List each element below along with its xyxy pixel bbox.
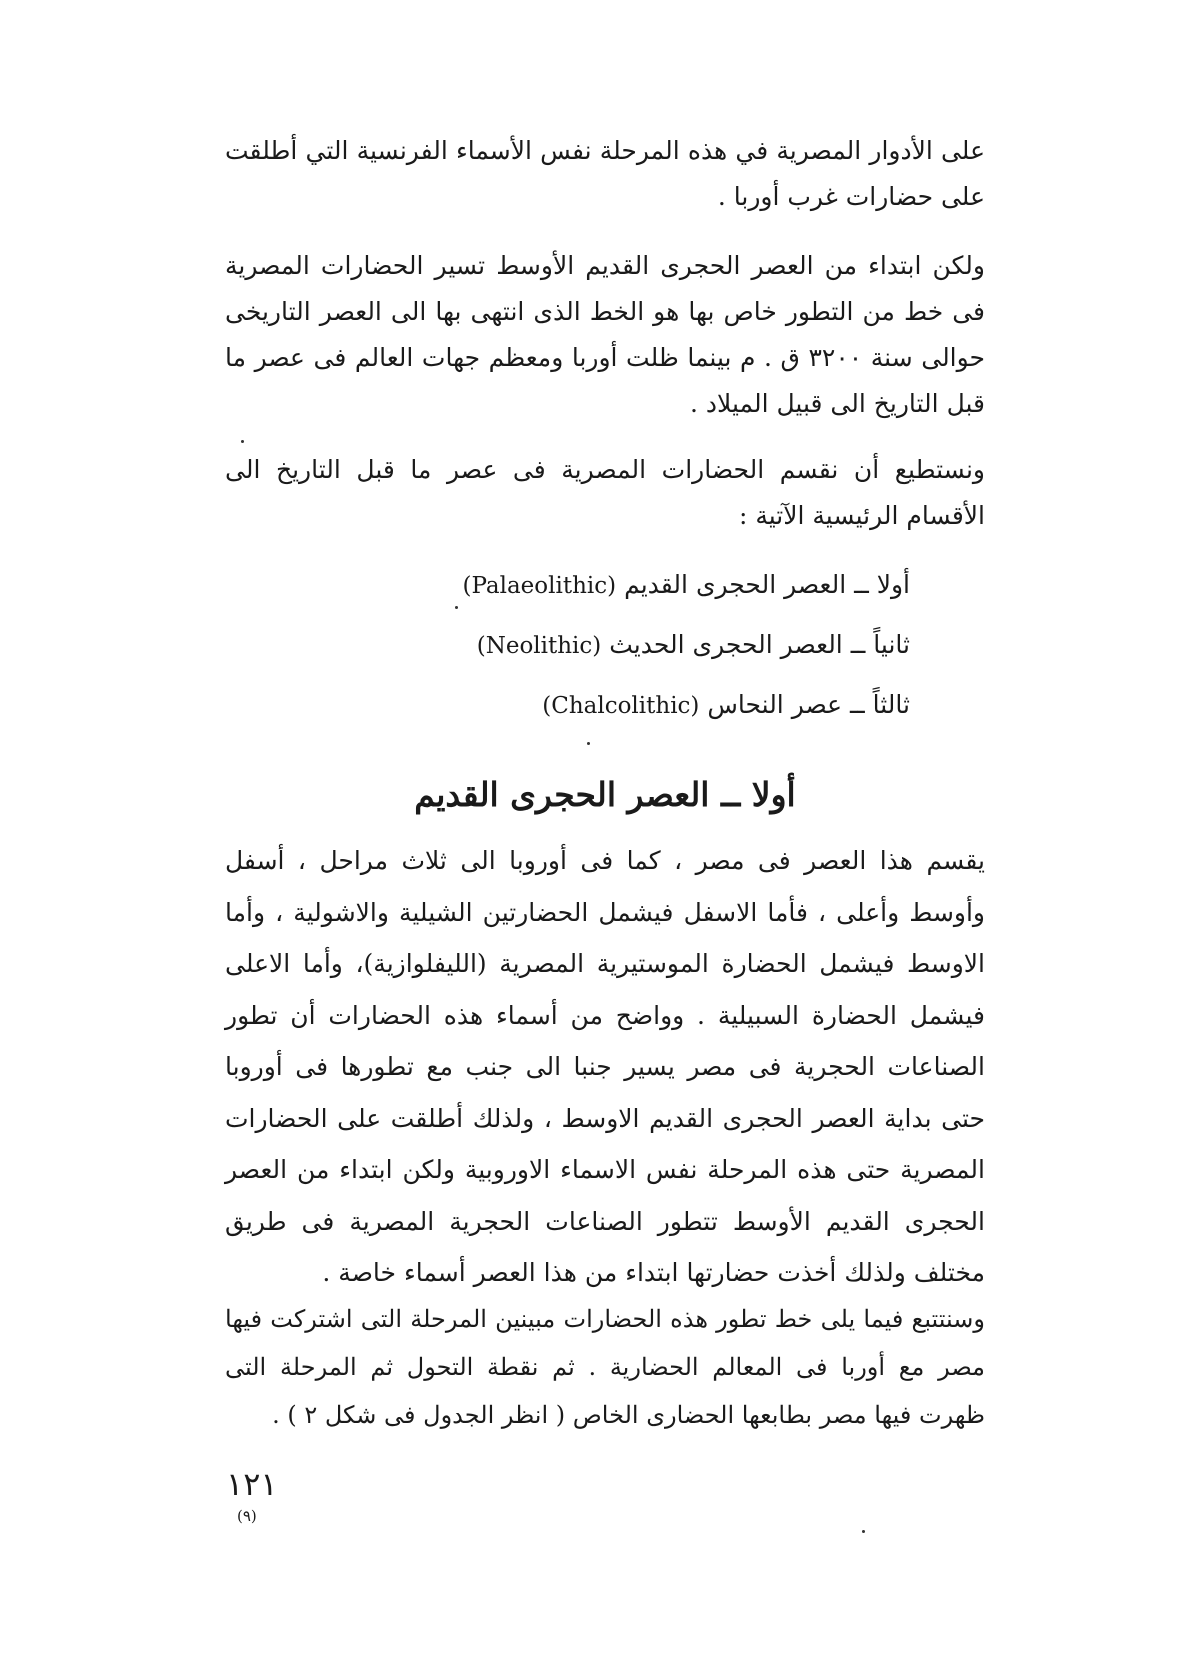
division-label: ثانياً ــ العصر الحجرى الحديث (609, 630, 910, 659)
division-item-neolithic (350, 615, 910, 675)
paragraph-tracking-development: وسنتتبع فيما يلى خط تطور هذه الحضارات مبينين المرحلة التى اشتركت فيها مصر مع أوربا فى المعالم الحضارية . ثم نقطة التحول ثم المرحلة التى ظهرت فيها مصر بطابعها الحضارى الخاص ( انظر الجدول فى شكل ٢ ) . (225, 1305, 985, 1429)
division-label: أولا ــ العصر الحجرى القديم (624, 570, 910, 599)
paragraph-main-divisions-intro: ونستطيع أن نقسم الحضارات المصرية فى عصر ما قبل التاريخ الى الأقسام الرئيسية الآتية : (225, 455, 985, 530)
paragraph-middle-palaeolithic-divergence: ولكن ابتداء من العصر الحجرى القديم الأوسط تسير الحضارات المصرية فى خط من التطور خاص بها هو الخط الذى انتهى بها الى العصر التاريخى حوالى سنة ٣٢٠٠ ق . م بينما ظلت أوربا ومعظم جهات العالم فى عصر ما قبل التاريخ الى قبيل الميلاد . (225, 251, 985, 418)
page-number: ١٢١ (226, 1465, 278, 1503)
print-speck (862, 1530, 865, 1533)
division-latin-term: (Palaeolithic) (462, 573, 617, 599)
division-latin-term: (Neolithic) (476, 633, 602, 659)
division-item-palaeolithic (350, 555, 910, 615)
section-heading: أولا ــ العصر الحجرى القديم (414, 775, 796, 814)
print-speck (587, 742, 590, 745)
division-latin-term: (Chalcolithic) (542, 693, 700, 719)
paragraph-palaeolithic-stages: يقسم هذا العصر فى مصر ، كما فى أوروبا الى ثلاث مراحل ، أسفل وأوسط وأعلى ، فأما الاسفل فيشمل الحضارتين الشيلية والاشولية ، وأما الاوسط فيشمل الحضارة الموستيرية المصرية (الليفلوازية)، وأما الاعلى فيشمل الحضارة السبيلية . وواضح من أسماء هذه الحضارات أن تطور الصناعات الحجرية فى مصر يسير جنبا الى جنب مع تطورها فى أوروبا حتى بداية العصر الحجرى القديم الاوسط ، ولذلك أطلقت على الحضارات المصرية حتى هذه المرحلة نفس الاسماء الاوروبية ولكن ابتداء من العصر الحجرى القديم الأوسط تتطور الصناعات الحجرية المصرية فى طريق مختلف ولذلك أخذت حضارتها ابتداء من هذا العصر أسماء خاصة . (225, 846, 985, 1287)
division-label: ثالثاً ــ عصر النحاس (707, 690, 910, 719)
divisions-list (350, 555, 910, 735)
division-item-chalcolithic (350, 675, 910, 735)
paragraph-intro-continuation: على الأدوار المصرية في هذه المرحلة نفس الأسماء الفرنسية التي أطلقت على حضارات غرب أوربا . (225, 136, 985, 211)
print-speck (455, 606, 458, 609)
print-speck (241, 440, 244, 443)
signature-mark: (٩) (237, 1507, 257, 1525)
